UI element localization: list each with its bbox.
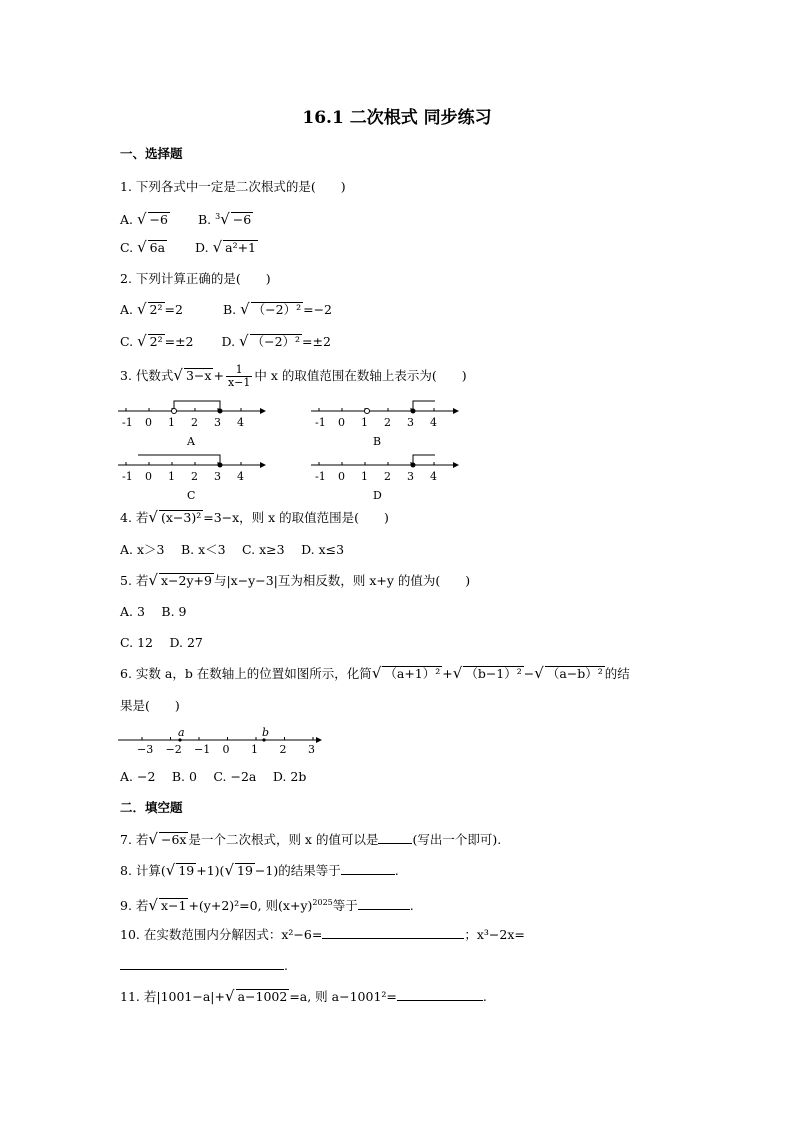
question-4-stem: 4. 若√ (x−3)² =3−x，则 x 的取值范围是( )	[120, 508, 389, 526]
question-7: 7. 若√ −6x 是一个二次根式，则 x 的值可以是 (写出一个即可).	[120, 830, 502, 848]
tick-label: −1	[194, 743, 211, 756]
tick-label: 4	[237, 470, 244, 483]
question-1-stem: 1. 下列各式中一定是二次根式的是( )	[120, 179, 346, 194]
tick-label: 3	[214, 416, 221, 429]
section-heading-choice: 一、选择题	[120, 146, 183, 161]
tick-label: 4	[237, 416, 244, 429]
tick-label: -1	[122, 416, 133, 429]
number-line-d-label: D	[373, 489, 382, 502]
tick-label: 0	[338, 416, 345, 429]
tick-label: 2	[384, 416, 391, 429]
number-line-a	[118, 401, 266, 448]
number-line-c	[118, 455, 266, 502]
question-11: 11. 若|1001−a|+√ a−1002 =a, 则 a−1001²= .	[120, 987, 487, 1005]
question-5-options-ab: A. 3 B. 9	[120, 604, 187, 619]
tick-label: 0	[338, 470, 345, 483]
tick-label: −3	[137, 743, 154, 756]
answer-blank-10a[interactable]	[322, 926, 464, 939]
question-6-stem-line2: 果是( )	[120, 698, 180, 713]
tick-label: 3	[407, 416, 414, 429]
answer-blank-11[interactable]	[397, 988, 483, 1001]
number-line-b-label: B	[373, 435, 382, 448]
tick-label: 1	[168, 416, 175, 429]
tick-label: 0	[145, 416, 152, 429]
tick-label: -1	[315, 416, 326, 429]
tick-label: 1	[361, 416, 368, 429]
question-6-number-line	[112, 722, 332, 758]
question-5-options-cd: C. 12 D. 27	[120, 635, 203, 650]
tick-label: 3	[308, 743, 315, 756]
tick-label: 2	[191, 470, 198, 483]
question-3-stem: 3. 代数式√ 3−x + $\frac{1}{x-1}$ 中 x 的取值范围在数轴上表示为( )	[120, 363, 467, 389]
tick-label: 3	[214, 470, 221, 483]
question-6-stem: 6. 实数 a，b 在数轴上的位置如图所示，化简√ （a+1）² +√ （b−1）² −√ （a−b）² 的结	[120, 664, 630, 682]
tick-label: 1	[251, 743, 258, 756]
question-2-stem: 2. 下列计算正确的是( )	[120, 271, 271, 286]
answer-blank-7[interactable]	[378, 831, 412, 844]
answer-blank-8[interactable]	[341, 862, 395, 875]
question-2-options-ab: A. √ 2² =2 B. √ （−2）² =−2	[120, 300, 332, 318]
question-10: 10. 在实数范围内分解因式：x²−6= ；x³−2x=	[120, 927, 525, 942]
question-6-options: A. −2 B. 0 C. −2a D. 2b	[120, 769, 307, 784]
tick-label: -1	[122, 470, 133, 483]
question-2-options-cd: C. √ 2² =±2 D. √ （−2）² =±2	[120, 332, 331, 350]
tick-label: 0	[222, 743, 230, 756]
tick-label: 2	[191, 416, 198, 429]
question-1-options-ab: A. √ −6 B. $^3$√ −6	[120, 210, 252, 229]
point-b-label: b	[262, 726, 270, 739]
tick-label: 2	[279, 743, 287, 756]
number-line-d	[311, 455, 459, 502]
tick-label: 1	[168, 470, 175, 483]
question-9: 9. 若√ x−1 +(y+2)²=0, 则$(x+y)^{2025}$等于 .	[120, 896, 414, 915]
tick-label: 4	[430, 470, 437, 483]
question-10-line2: .	[120, 957, 288, 975]
answer-blank-10b[interactable]	[120, 957, 284, 970]
tick-label: 3	[407, 470, 414, 483]
question-8: 8. 计算(√ 19 +1)(√ 19 −1)的结果等于 .	[120, 861, 399, 879]
question-3-number-lines	[112, 395, 462, 505]
point-a-label: a	[178, 726, 185, 739]
question-1-options-cd: C. √ 6a D. √ a²+1	[120, 238, 257, 256]
tick-label: 2	[384, 470, 391, 483]
number-line-b	[311, 401, 459, 448]
question-4-options: A. x＞3 B. x＜3 C. x≥3 D. x≤3	[120, 542, 345, 557]
answer-blank-9[interactable]	[358, 897, 410, 910]
number-line-c-label: C	[187, 489, 196, 502]
tick-label: -1	[315, 470, 326, 483]
tick-label: 0	[145, 470, 152, 483]
tick-label: 4	[430, 416, 437, 429]
tick-label: −2	[165, 743, 182, 756]
page-title: 16.1 二次根式 同步练习	[302, 108, 492, 128]
number-line-a-label: A	[187, 435, 195, 448]
section-heading-fill: 二．填空题	[120, 800, 183, 815]
tick-label: 1	[361, 470, 368, 483]
question-5-stem: 5. 若√ x−2y+9 与|x−y−3|互为相反数，则 x+y 的值为( )	[120, 571, 471, 589]
